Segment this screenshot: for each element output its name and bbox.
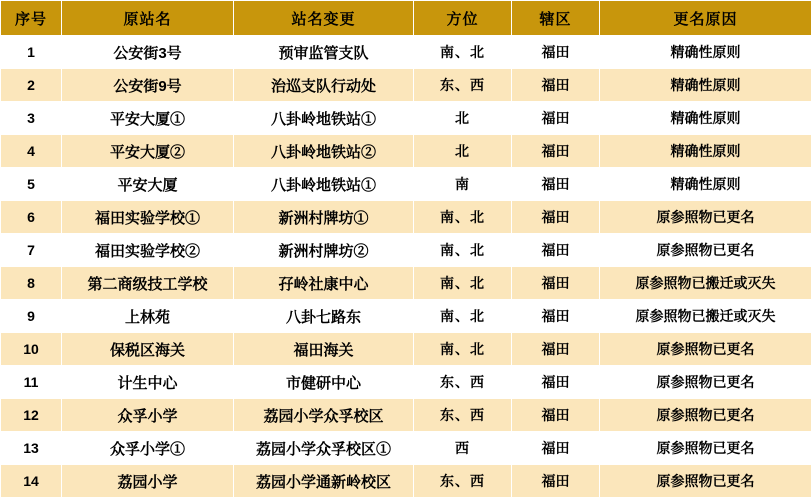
cell-new-name: 荔园小学通新岭校区 [234,465,414,498]
table-header-row [1,1,811,36]
table-row [1,432,811,465]
table-row [1,399,811,432]
cell-direction: 西 [414,432,512,465]
cell-new-name: 八卦岭地铁站① [234,102,414,135]
cell-reason: 原参照物已更名 [600,366,811,399]
cell-district: 福田 [512,399,600,432]
cell-direction: 南、北 [414,300,512,333]
cell-direction: 南、北 [414,36,512,69]
table-row [1,267,811,300]
cell-direction: 北 [414,102,512,135]
cell-new-name: 荔园小学众孚校区 [234,399,414,432]
table-row [1,333,811,366]
cell-original-name: 平安大厦② [62,135,234,168]
cell-reason: 原参照物已更名 [600,465,811,498]
cell-index: 11 [1,366,62,399]
cell-reason: 精确性原则 [600,69,811,102]
column-header-direction: 方位 [414,1,512,36]
cell-reason: 原参照物已更名 [600,432,811,465]
cell-new-name: 八卦岭地铁站① [234,168,414,201]
cell-district: 福田 [512,135,600,168]
cell-district: 福田 [512,102,600,135]
cell-reason: 精确性原则 [600,36,811,69]
cell-direction: 东、西 [414,399,512,432]
cell-original-name: 上林苑 [62,300,234,333]
cell-original-name: 福田实验学校① [62,201,234,234]
cell-index: 14 [1,465,62,498]
cell-original-name: 保税区海关 [62,333,234,366]
cell-original-name: 平安大厦 [62,168,234,201]
cell-direction: 南、北 [414,201,512,234]
cell-reason: 原参照物已搬迁或灭失 [600,300,811,333]
cell-direction: 东、西 [414,465,512,498]
table-row [1,234,811,267]
cell-new-name: 孖岭社康中心 [234,267,414,300]
table-header [1,1,811,36]
cell-reason: 原参照物已搬迁或灭失 [600,267,811,300]
cell-index: 8 [1,267,62,300]
cell-reason: 原参照物已更名 [600,333,811,366]
cell-index: 13 [1,432,62,465]
table-row [1,366,811,399]
table-row [1,69,811,102]
cell-district: 福田 [512,168,600,201]
column-header-original-name: 原站名 [62,1,234,36]
cell-index: 7 [1,234,62,267]
cell-original-name: 公安街3号 [62,36,234,69]
cell-direction: 东、西 [414,366,512,399]
cell-original-name: 福田实验学校② [62,234,234,267]
cell-new-name: 荔园小学众孚校区① [234,432,414,465]
cell-index: 10 [1,333,62,366]
cell-new-name: 治巡支队行动处 [234,69,414,102]
cell-original-name: 计生中心 [62,366,234,399]
cell-new-name: 新洲村牌坊① [234,201,414,234]
cell-index: 1 [1,36,62,69]
cell-original-name: 荔园小学 [62,465,234,498]
table-row [1,201,811,234]
table-row [1,168,811,201]
cell-district: 福田 [512,69,600,102]
cell-new-name: 新洲村牌坊② [234,234,414,267]
cell-district: 福田 [512,333,600,366]
cell-new-name: 市健研中心 [234,366,414,399]
cell-reason: 原参照物已更名 [600,201,811,234]
cell-direction: 南、北 [414,234,512,267]
column-header-new-name: 站名变更 [234,1,414,36]
cell-index: 12 [1,399,62,432]
cell-district: 福田 [512,465,600,498]
cell-district: 福田 [512,366,600,399]
table-row [1,465,811,498]
cell-reason: 精确性原则 [600,135,811,168]
table-row [1,135,811,168]
cell-direction: 北 [414,135,512,168]
table-row [1,102,811,135]
cell-direction: 南 [414,168,512,201]
cell-district: 福田 [512,36,600,69]
cell-district: 福田 [512,300,600,333]
cell-original-name: 众孚小学① [62,432,234,465]
cell-index: 9 [1,300,62,333]
cell-new-name: 福田海关 [234,333,414,366]
column-header-reason: 更名原因 [600,1,811,36]
cell-reason: 原参照物已更名 [600,399,811,432]
column-header-index: 序号 [1,1,62,36]
table-row [1,36,811,69]
cell-direction: 南、北 [414,333,512,366]
column-header-district: 辖区 [512,1,600,36]
cell-index: 6 [1,201,62,234]
cell-index: 5 [1,168,62,201]
cell-original-name: 公安街9号 [62,69,234,102]
cell-original-name: 平安大厦① [62,102,234,135]
cell-reason: 精确性原则 [600,168,811,201]
cell-original-name: 第二商级技工学校 [62,267,234,300]
cell-index: 2 [1,69,62,102]
cell-reason: 精确性原则 [600,102,811,135]
cell-district: 福田 [512,432,600,465]
cell-reason: 原参照物已更名 [600,234,811,267]
cell-direction: 东、西 [414,69,512,102]
cell-direction: 南、北 [414,267,512,300]
cell-index: 4 [1,135,62,168]
cell-original-name: 众孚小学 [62,399,234,432]
cell-new-name: 预审监管支队 [234,36,414,69]
cell-new-name: 八卦岭地铁站② [234,135,414,168]
cell-index: 3 [1,102,62,135]
table-row [1,300,811,333]
cell-district: 福田 [512,234,600,267]
cell-district: 福田 [512,267,600,300]
table-body [1,36,811,498]
cell-district: 福田 [512,201,600,234]
cell-new-name: 八卦七路东 [234,300,414,333]
